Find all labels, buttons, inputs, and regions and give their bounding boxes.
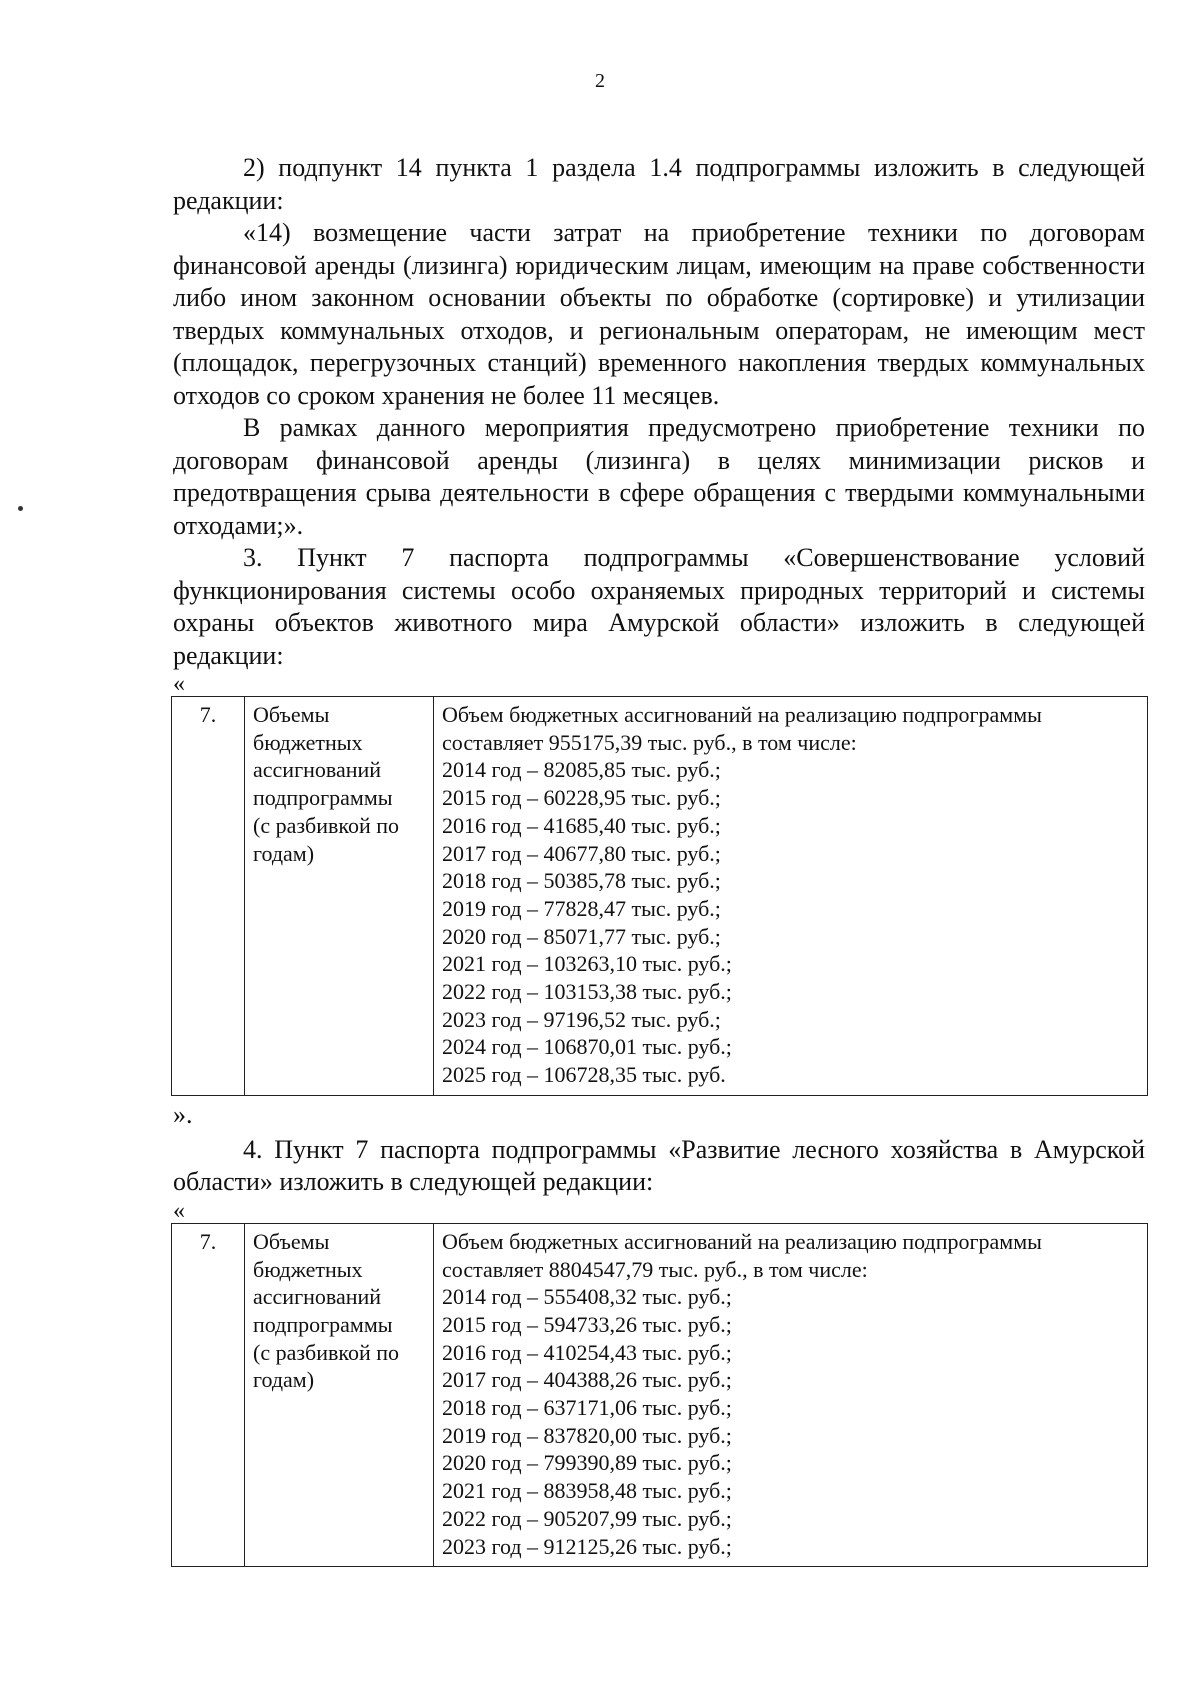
label-line: Объемы (253, 702, 330, 727)
value-line: 2024 год – 106870,01 тыс. руб.; (442, 1034, 732, 1060)
value-line: 2022 год – 905207,99 тыс. руб.; (442, 1505, 732, 1531)
budget-table-forestry (171, 1223, 1148, 1567)
value-line: составляет 955175,39 тыс. руб., в том числе: (442, 729, 857, 755)
quote-open-1: « (173, 671, 185, 697)
value-line: 2015 год – 60228,95 тыс. руб.; (442, 785, 721, 811)
scan-artifact-dot (18, 506, 23, 511)
value-line: 2021 год – 883958,48 тыс. руб.; (442, 1478, 732, 1504)
paragraph-activity-note: В рамках данного мероприятия предусмотрено приобретение техники по договорам финансовой аренды (лизинга) в целях минимизации рисков и предотвращения срыва деятельности в сфере обращения с твердыми коммунальными отходами;». (173, 413, 1145, 540)
row-number: 7. (172, 1223, 245, 1566)
quote-open-2: « (173, 1197, 185, 1224)
row-value (434, 1223, 1148, 1566)
label-line: ассигнований (253, 1284, 382, 1310)
label-line: годам) (253, 1367, 315, 1393)
page-number: 2 (595, 70, 605, 92)
value-line: 2014 год – 82085,85 тыс. руб.; (442, 757, 721, 783)
label-line: ассигнований (253, 757, 382, 783)
value-line: Объем бюджетных ассигнований на реализацию подпрограммы (442, 702, 1042, 727)
value-line: 2018 год – 637171,06 тыс. руб.; (442, 1395, 732, 1421)
value-line: Объем бюджетных ассигнований на реализацию подпрограммы (442, 1228, 1042, 1254)
label-line: (с разбивкой по (253, 812, 400, 838)
table-row (172, 697, 1148, 1096)
value-line: 2017 год – 404388,26 тыс. руб.; (442, 1367, 732, 1393)
row-number: 7. (172, 697, 245, 1096)
value-line: 2020 год – 799390,89 тыс. руб.; (442, 1450, 732, 1476)
value-line: 2023 год – 912125,26 тыс. руб.; (442, 1533, 732, 1559)
label-line: подпрограммы (253, 785, 393, 811)
document-body (173, 152, 1145, 1567)
row-label (245, 1223, 434, 1566)
value-line: 2022 год – 103153,38 тыс. руб.; (442, 979, 732, 1005)
value-line: 2019 год – 837820,00 тыс. руб.; (442, 1422, 732, 1448)
paragraph-item-3: 3. Пункт 7 паспорта подпрограммы «Совершенствование условий функционирования системы особо охраняемых природных территорий и системы охраны объектов животного мира Амурской области» изложить в следующей редакции: (173, 543, 1145, 670)
budget-table-nature-territories (171, 696, 1148, 1096)
value-line: 2020 год – 85071,77 тыс. руб.; (442, 923, 721, 949)
value-line: 2015 год – 594733,26 тыс. руб.; (442, 1311, 732, 1337)
value-line: 2014 год – 555408,32 тыс. руб.; (442, 1284, 732, 1310)
value-line: 2023 год – 97196,52 тыс. руб.; (442, 1006, 721, 1032)
value-line: 2019 год – 77828,47 тыс. руб.; (442, 895, 721, 921)
paragraph-subitem-14: «14) возмещение части затрат на приобретение техники по договорам финансовой аренды (лизинга) юридическим лицам, имеющим на праве собственности либо ином законном основании объекты по обработке (сортировке) и утилизации твердых коммунальных отходов, и региональным операторам, не имеющим мест (площадок, перегрузочных станций) временного накопления твердых коммунальных отходов со сроком хранения не более 11 месяцев. (173, 218, 1145, 410)
table-row (172, 1223, 1148, 1566)
value-line: 2016 год – 41685,40 тыс. руб.; (442, 812, 721, 838)
label-line: подпрограммы (253, 1311, 393, 1337)
label-line: бюджетных (253, 729, 363, 755)
paragraph-item-4: 4. Пункт 7 паспорта подпрограммы «Развитие лесного хозяйства в Амурской области» изложить в следующей редакции: (173, 1134, 1145, 1197)
row-value (434, 697, 1148, 1096)
value-line: 2017 год – 40677,80 тыс. руб.; (442, 840, 721, 866)
value-line: 2016 год – 410254,43 тыс. руб.; (442, 1339, 732, 1365)
label-line: (с разбивкой по (253, 1339, 400, 1365)
value-line: составляет 8804547,79 тыс. руб., в том числе: (442, 1256, 868, 1282)
value-line: 2025 год – 106728,35 тыс. руб. (442, 1062, 726, 1088)
label-line: Объемы (253, 1228, 330, 1254)
paragraph-item-2: 2) подпункт 14 пункта 1 раздела 1.4 подпрограммы изложить в следующей редакции: (173, 153, 1145, 215)
quote-close-1: ». (173, 1099, 193, 1129)
label-line: годам) (253, 840, 315, 866)
value-line: 2021 год – 103263,10 тыс. руб.; (442, 951, 732, 977)
row-label (245, 697, 434, 1096)
label-line: бюджетных (253, 1256, 363, 1282)
value-line: 2018 год – 50385,78 тыс. руб.; (442, 868, 721, 894)
